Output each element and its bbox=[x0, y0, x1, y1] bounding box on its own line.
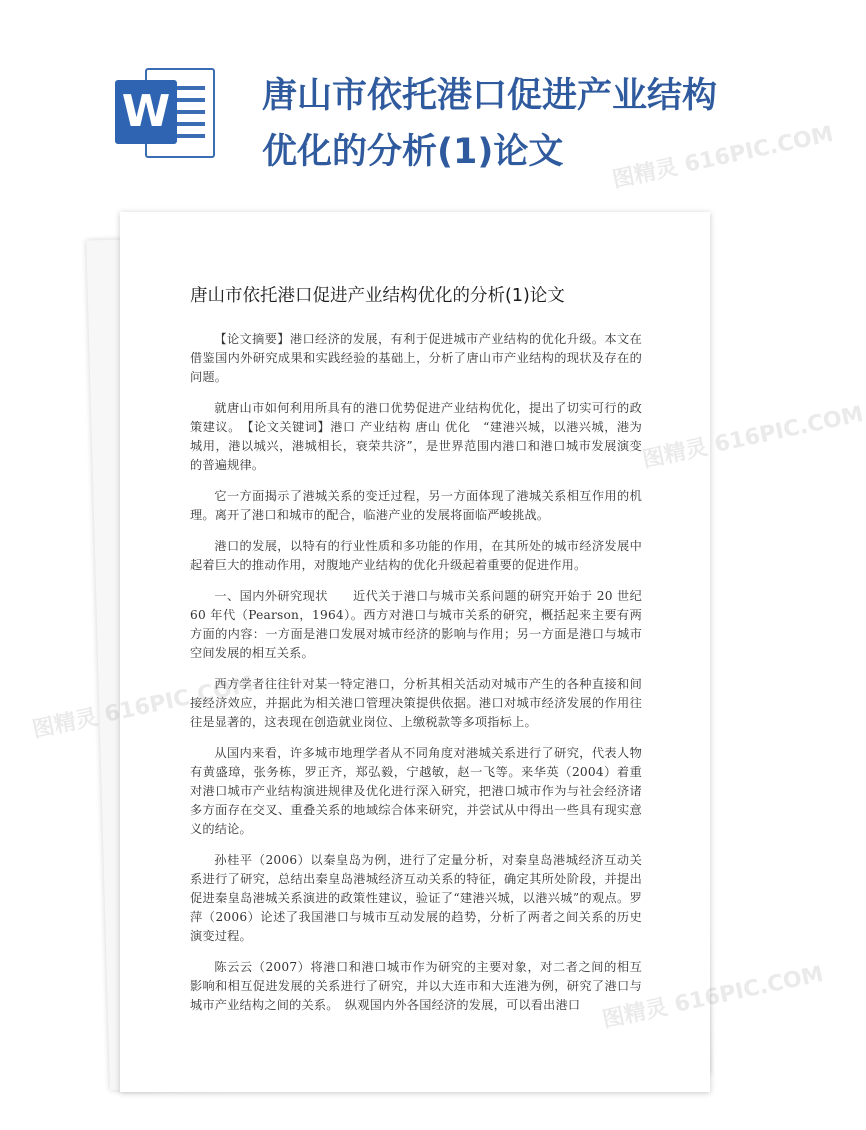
document-body bbox=[190, 330, 642, 1027]
paragraph: 从国内来看，许多城市地理学者从不同角度对港城关系进行了研究，代表人物有黄盛璋，张务栋，罗正齐，郑弘毅，宁越敏，赵一飞等。来华英（2004）着重对港口城市产业结构演进规律及优化进行深入研究，把港口城市作为与社会经济诸多方面存在交叉、重叠关系的地域综合体来研究，并尝试从中得出一些具有现实意义的结论。 bbox=[190, 746, 642, 836]
word-badge: W bbox=[115, 80, 177, 144]
word-icon bbox=[115, 68, 215, 158]
paragraph: 它一方面揭示了港城关系的变迁过程，另一方面体现了港城关系相互作用的机理。离开了港口和城市的配合，临港产业的发展将面临严峻挑战。 bbox=[190, 489, 642, 522]
paragraph: 陈云云（2007）将港口和港口城市作为研究的主要对象，对二者之间的相互影响和相互促进发展的关系进行了研究，并以大连市和大连港为例，研究了港口与城市产业结构之间的关系。 纵观国内外各国经济的发展，可以看出港口 bbox=[190, 960, 642, 1012]
page-title bbox=[262, 68, 782, 180]
watermark: 图精灵 616PIC.COM bbox=[30, 671, 256, 744]
watermark: 图精灵 616PIC.COM bbox=[600, 961, 826, 1034]
watermark: 图精灵 616PIC.COM bbox=[610, 121, 836, 194]
document-page bbox=[120, 212, 710, 1092]
paragraph-abstract: 【论文摘要】港口经济的发展，有利于促进城市产业结构的优化升级。本文在借鉴国内外研究成果和实践经验的基础上，分析了唐山市产业结构的现状及存在的问题。 bbox=[190, 332, 642, 384]
document-title: 唐山市依托港口促进产业结构优化的分析(1)论文 bbox=[190, 286, 565, 306]
watermark: 图精灵 616PIC.COM bbox=[640, 401, 866, 474]
page-title-line-2: 优化的分析(1)论文 bbox=[262, 132, 564, 172]
paragraph: 港口的发展，以特有的行业性质和多功能的作用，在其所处的城市经济发展中起着巨大的推动作用，对腹地产业结构的优化升级起着重要的促进作用。 bbox=[190, 539, 642, 572]
page-header bbox=[0, 0, 800, 200]
paragraph: 就唐山市如何利用所具有的港口优势促进产业结构优化，提出了切实可行的政策建议。 【论文关键词】港口 产业结构 唐山 优化 “建港兴城，以港兴城，港为城用，港以城兴，港城相长，衰荣共济”，是世界范围内港口和港口城市发展演变的普遍规律。 bbox=[190, 401, 642, 472]
paragraph: 孙桂平（2006）以秦皇岛为例，进行了定量分析，对秦皇岛港城经济互动关系进行了研究，总结出秦皇岛港城经济互动关系的特征，确定其所处阶段，并提出促进秦皇岛港城关系演进的政策性建议，验证了“建港兴城，以港兴城”的观点。罗萍（2006）论述了我国港口与城市互动发展的趋势，分析了两者之间关系的历史演变过程。 bbox=[190, 853, 642, 943]
page-title-line-1: 唐山市依托港口促进产业结构 bbox=[262, 76, 718, 116]
paragraph: 西方学者往往针对某一特定港口，分析其相关活动对城市产生的各种直接和间接经济效应，并据此为相关港口管理决策提供依据。港口对城市经济发展的作用往往是显著的，这表现在创造就业岗位、上缴税款等多项指标上。 bbox=[190, 677, 642, 729]
paragraph: 一、国内外研究现状 近代关于港口与城市关系问题的研究开始于 20 世纪 60 年代（Pearson，1964）。西方对港口与城市关系的研究，概括起来主要有两方面的内容：一方面是港口发展对城市经济的影响与作用；另一方面是港口与城市空间发展的相互关系。 bbox=[190, 589, 642, 660]
